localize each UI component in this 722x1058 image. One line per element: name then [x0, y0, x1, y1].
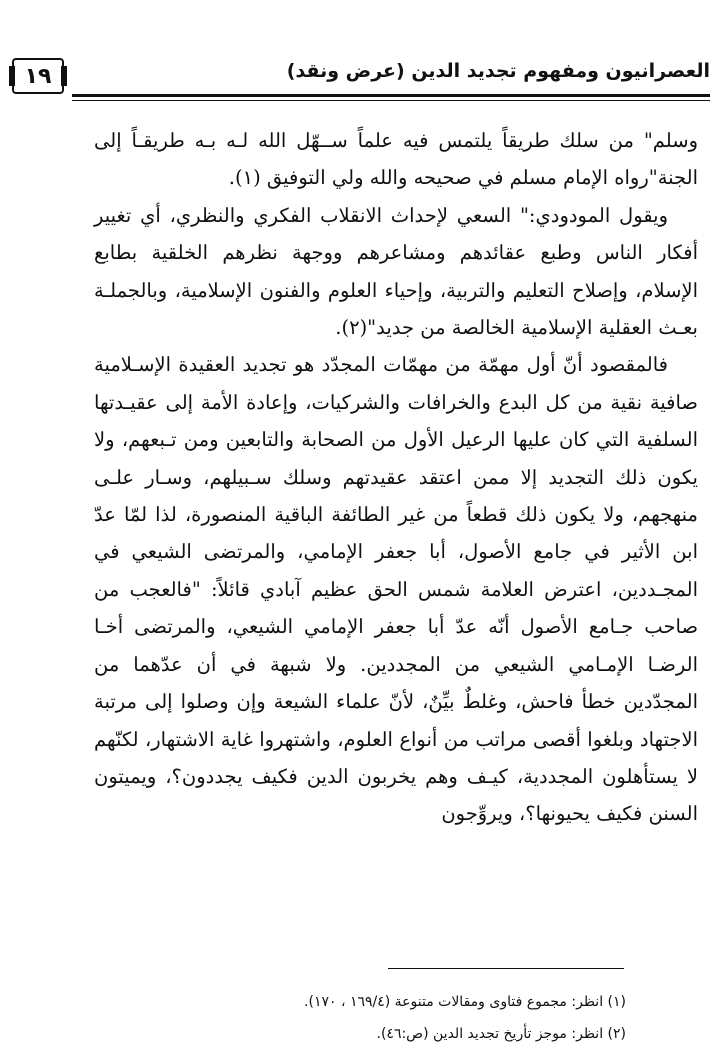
- footnote-separator: [388, 968, 624, 969]
- header-rule-thin: [72, 100, 710, 101]
- footnote-1: (١) انظر: مجموع فتاوى ومقالات متنوعة (١٦٩/٤ ، ١٧٠).: [304, 994, 626, 1010]
- header-rule: [72, 94, 710, 97]
- paragraph-renewal-aqeedah: فالمقصود أنّ أول مهمّة من مهمّات المجدّد هو تجديد العقيدة الإسـلامية صافية نقية من كل البدع والخرافات والشركيات، وإعادة الأمة إلى عقيـدتها السلفية التي كان عليها الرعيل الأول من الصحابة والتابعين ومن تـبعهم، ولا يكون ذلك التجديد إلا ممن اعتقد عقيدتهم وسلك سـبيلهم، وسـار علـى منهجهم، ولا يكون ذلك قطعاً من غير الطائفة الباقية المنصورة، لذا لمّا عدّ ابن الأثير في جامع الأصول، أبا جعفر الإمامي، والمرتضى الشيعي في المجـددين، اعترض العلامة شمس الحق عظيم آبادي قائلاً: "فالعجب من صاحب جـامع الأصول أنّه عدّ أبا جعفر الإمامي الشيعي، والمرتضى أخـا الرضـا الإمـامي الشيعي من المجددين. ولا شبهة في أن عدّهما من المجدّدين خطأ فاحش، وغلطٌ بيِّنٌ، لأنّ علماء الشيعة وإن وصلوا إلى مرتبة الاجتهاد وبلغوا أقصى مراتب من أنواع العلوم، واشتهروا غاية الاشتهار، لكنّهم لا يستأهلون المجددية، كيـف وهم يخربون الدين فكيف يجددون؟، ويميتون السنن فكيف يحيونها؟، ويروِّجون: [94, 353, 698, 826]
- running-header: [12, 58, 710, 102]
- body-text: [94, 122, 698, 833]
- paragraph-mawdudi-quote: ويقول المودودي:" السعي لإحداث الانقلاب الفكري والنظري، أي تغيير أفكار الناس وطبع عقائدهم ومشاعرهم ووجهة نظرهم الخلقية بطابع الإسلام، وإصلاح التعليم والتربية، وإحياء العلوم والفنون الإسلامية، وبالجملـة بعـث العقلية الإسلامية الخالصة من جديد"(٢).: [94, 203, 698, 340]
- footnote-2: (٢) انظر: موجز تأريخ تجديد الدين (ص:٤٦).: [376, 1026, 626, 1042]
- page-number: ١٩: [12, 58, 64, 94]
- running-title: العصرانيون ومفهوم تجديد الدين (عرض ونقد): [286, 60, 710, 82]
- paragraph-hadith-continuation: وسلم" من سلك طريقاً يلتمس فيه علماً ســهّل الله لـه بـه طريقـاً إلى الجنة"رواه الإمام مسلم في صحيحه والله ولي التوفيق (١).: [94, 129, 698, 190]
- footnotes: [86, 986, 626, 1050]
